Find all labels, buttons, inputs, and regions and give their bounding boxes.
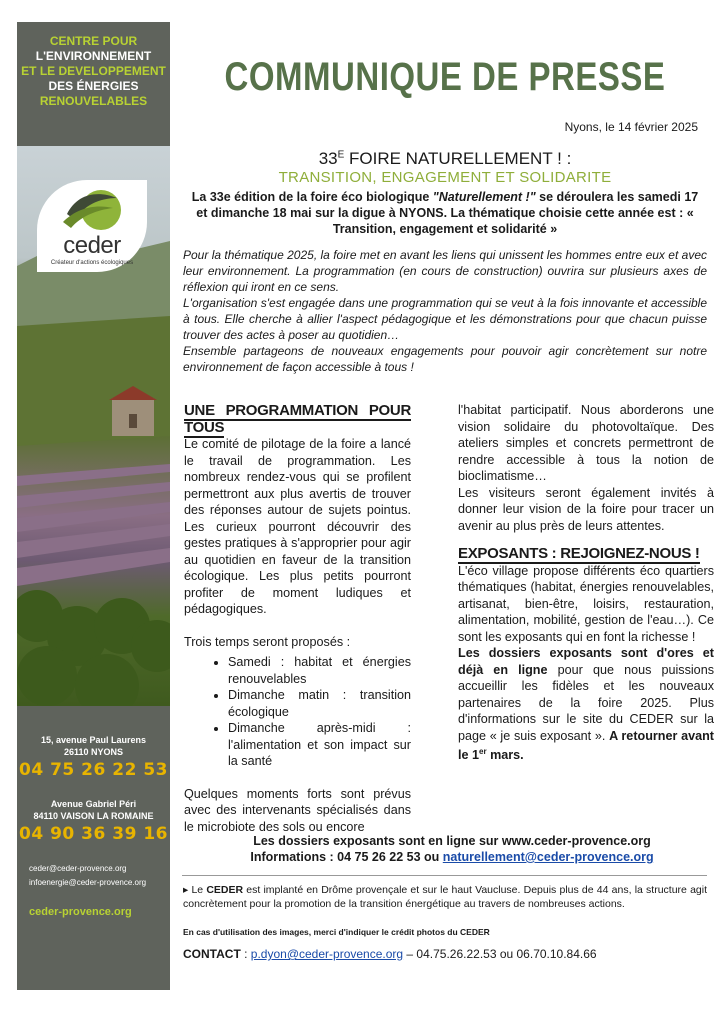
- contact-email-link[interactable]: p.dyon@ceder-provence.org: [250, 947, 404, 961]
- contact-label: CONTACT: [183, 947, 241, 961]
- programme-heading: [184, 403, 411, 436]
- exhibitors-online: Les dossiers exposants sont d'ores et déjà en ligne: [458, 646, 714, 677]
- exhibitors-heading: [458, 546, 714, 563]
- logo-tagline: Créateur d'actions écologiques: [50, 260, 134, 266]
- dateline: Nyons, le 14 février 2025: [564, 120, 698, 134]
- intro-section: [183, 247, 707, 375]
- list-item: • Dimanche matin : transition écologique: [228, 687, 411, 720]
- list-item: • Dimanche après-midi : l'alimentation et son impact sur la santé: [228, 720, 411, 770]
- address-nyons-street: 15, avenue Paul Laurens: [40, 735, 147, 745]
- event-name: FOIRE NATURELLEMENT ! :: [344, 149, 572, 168]
- lead-part-b: se déroulera les samedi 17 et dimanche 18 mai sur la digue à NYONS. La thématique choisie cette année est : « Transition, engagement et solidarité »: [196, 190, 699, 236]
- org-line-2: L'ENVIRONNEMENT: [35, 49, 152, 63]
- org-line-4: DES ÉNERGIES: [48, 79, 139, 93]
- exhibitors-details: pour que nous puissions accueillir les fidèles et les nouveaux partenaires de la foire 2025. Plus d'informations sur le site du CEDER sur la page « je suis exposant ».: [458, 662, 714, 743]
- intro-paragraph-2: L'organisation s'est engagée dans une programmation qui se veut à la fois innovante et accessible à tous. Elle cherche à allier l'aspect pédagogique et les démonstrations pour que chacun puisse trouver des actes à poser au quotidien…: [183, 296, 707, 342]
- programme-paragraph-3: Quelques moments forts sont prévus avec des intervenants spécialisés dans le microbiote des sols ou encore: [184, 786, 411, 834]
- contact-phones: – 04.75.26.22.53 ou 06.70.10.84.66: [403, 947, 597, 961]
- address-vaison-city: 84110 VAISON LA ROMAINE: [33, 811, 154, 821]
- phone-nyons: 04 75 26 22 53: [19, 760, 168, 780]
- photo-credit: En cas d'utilisation des images, merci d'indiquer le crédit photos du CEDER: [183, 927, 490, 937]
- footer-dossiers-line: Les dossiers exposants sont en ligne sur www.ceder-provence.org: [253, 834, 651, 848]
- intro-paragraph-3: Ensemble partageons de nouveaux engagements pour pouvoir agir concrètement sur notre environnement de façon accessible à tous !: [183, 344, 707, 374]
- sidebar: [17, 22, 170, 990]
- list-item: • Samedi : habitat et énergies renouvelables: [228, 654, 411, 687]
- naturellement-email-link[interactable]: naturellement@ceder-provence.org: [442, 850, 654, 864]
- address-vaison-street: Avenue Gabriel Péri: [50, 799, 137, 809]
- about-ceder-note: [183, 884, 707, 911]
- event-number: 33: [318, 149, 338, 168]
- footer-info-line: [180, 849, 724, 865]
- lead-event-name: "Naturellement !": [432, 190, 536, 204]
- lead-part-a: La 33e édition de la foire éco biologique: [191, 190, 433, 204]
- divider: [182, 875, 707, 876]
- globe-leaf-icon: [37, 184, 147, 234]
- landscape-photo: [17, 146, 170, 706]
- ceder-logo: [37, 180, 147, 272]
- event-theme: TRANSITION, ENGAGEMENT ET SOLIDARITE: [278, 169, 612, 186]
- footer-phone: Informations : 04 75 26 22 53 ou: [250, 850, 443, 864]
- phone-vaison: 04 90 36 39 16: [19, 824, 168, 844]
- org-line-5: RENOUVELABLES: [39, 94, 148, 108]
- address-nyons-city: 26110 NYONS: [63, 747, 124, 757]
- intro-paragraph-1: Pour la thématique 2025, la foire met en avant les liens qui unissent les hommes entre eux et avec leur environnement. La programmation (en cours de construction) ouvrira sur plusieurs axes de réflexion qui iront en ce sens.: [183, 248, 707, 294]
- event-number-suffix: E: [337, 149, 345, 161]
- exhibitors-paragraph-2: [458, 645, 714, 764]
- exhibitors-paragraph-1: L'éco village propose différents éco quartiers thématiques (habitat, énergies renouvelables, artisanat, bien-être, loisirs, restauration, alimentation, mobilité, gestion de l'eau…). Ce sont les exposants qui en font la richesse !: [458, 563, 714, 644]
- event-title: [180, 149, 710, 169]
- left-column: [184, 403, 411, 835]
- lead-paragraph: [190, 189, 700, 237]
- programme-paragraph-1: Le comité de pilotage de la foire a lancé le travail de programmation. Les nombreux rendez-vous qui se profilent permettront aux plus avertis de trouver des réponses autour de sujets pointus. Les curieux pourront découvrir des gestes pratiques à s'approprier pour agir au quotidien en faveur de la transition écologique. Les plus petits pourront profiter de moment ludiques et pédagogiques.: [184, 437, 411, 616]
- org-name: [17, 34, 170, 109]
- page-title: COMMUNIQUE DE PRESSE: [224, 54, 666, 99]
- email-ceder[interactable]: ceder@ceder-provence.org: [29, 864, 127, 873]
- programme-paragraph-5: Les visiteurs seront également invités à donner leur vision de la foire pour tracer un avenir au plus près de leurs attentes.: [458, 485, 714, 533]
- footer-info: [180, 833, 724, 865]
- address-nyons: [17, 734, 170, 758]
- note-text: est implanté en Drôme provençale et sur le haut Vaucluse. Depuis plus de 44 ans, la structure agit concrètement pour la promotion de la transition énergétique au travers de nombreuses actions.: [183, 884, 708, 910]
- note-bullet: ▸ Le: [183, 884, 207, 896]
- address-vaison: [17, 798, 170, 822]
- programme-paragraph-4: l'habitat participatif. Nous aborderons une vision solidaire du photovoltaïque. Des ateliers simples et concrets permettront de rendre accessible à tous la notion de bioclimatisme…: [458, 403, 714, 483]
- programme-heading-text: UNE PROGRAMMATION POUR TOUS: [184, 402, 411, 436]
- logo-wordmark: ceder: [63, 232, 121, 259]
- programme-list: [184, 654, 411, 770]
- right-column: [458, 402, 714, 764]
- contact-separator: :: [240, 947, 251, 961]
- email-infoenergie[interactable]: infoenergie@ceder-provence.org: [29, 878, 147, 887]
- contact-line: [183, 947, 707, 961]
- exhibitors-heading-text: EXPOSANTS : REJOIGNEZ-NOUS !: [458, 545, 700, 562]
- note-ceder: CEDER: [206, 884, 244, 896]
- website-link[interactable]: ceder-provence.org: [29, 906, 132, 918]
- deadline-suffix: er: [479, 747, 487, 756]
- org-line-3: ET LE DEVELOPPEMENT: [21, 64, 166, 78]
- programme-paragraph-2: Trois temps seront proposés :: [184, 634, 351, 649]
- exhibitors-deadline: A retourner avant le 1: [458, 728, 714, 763]
- deadline-month: mars.: [486, 748, 524, 763]
- org-line-1: CENTRE POUR: [49, 34, 138, 48]
